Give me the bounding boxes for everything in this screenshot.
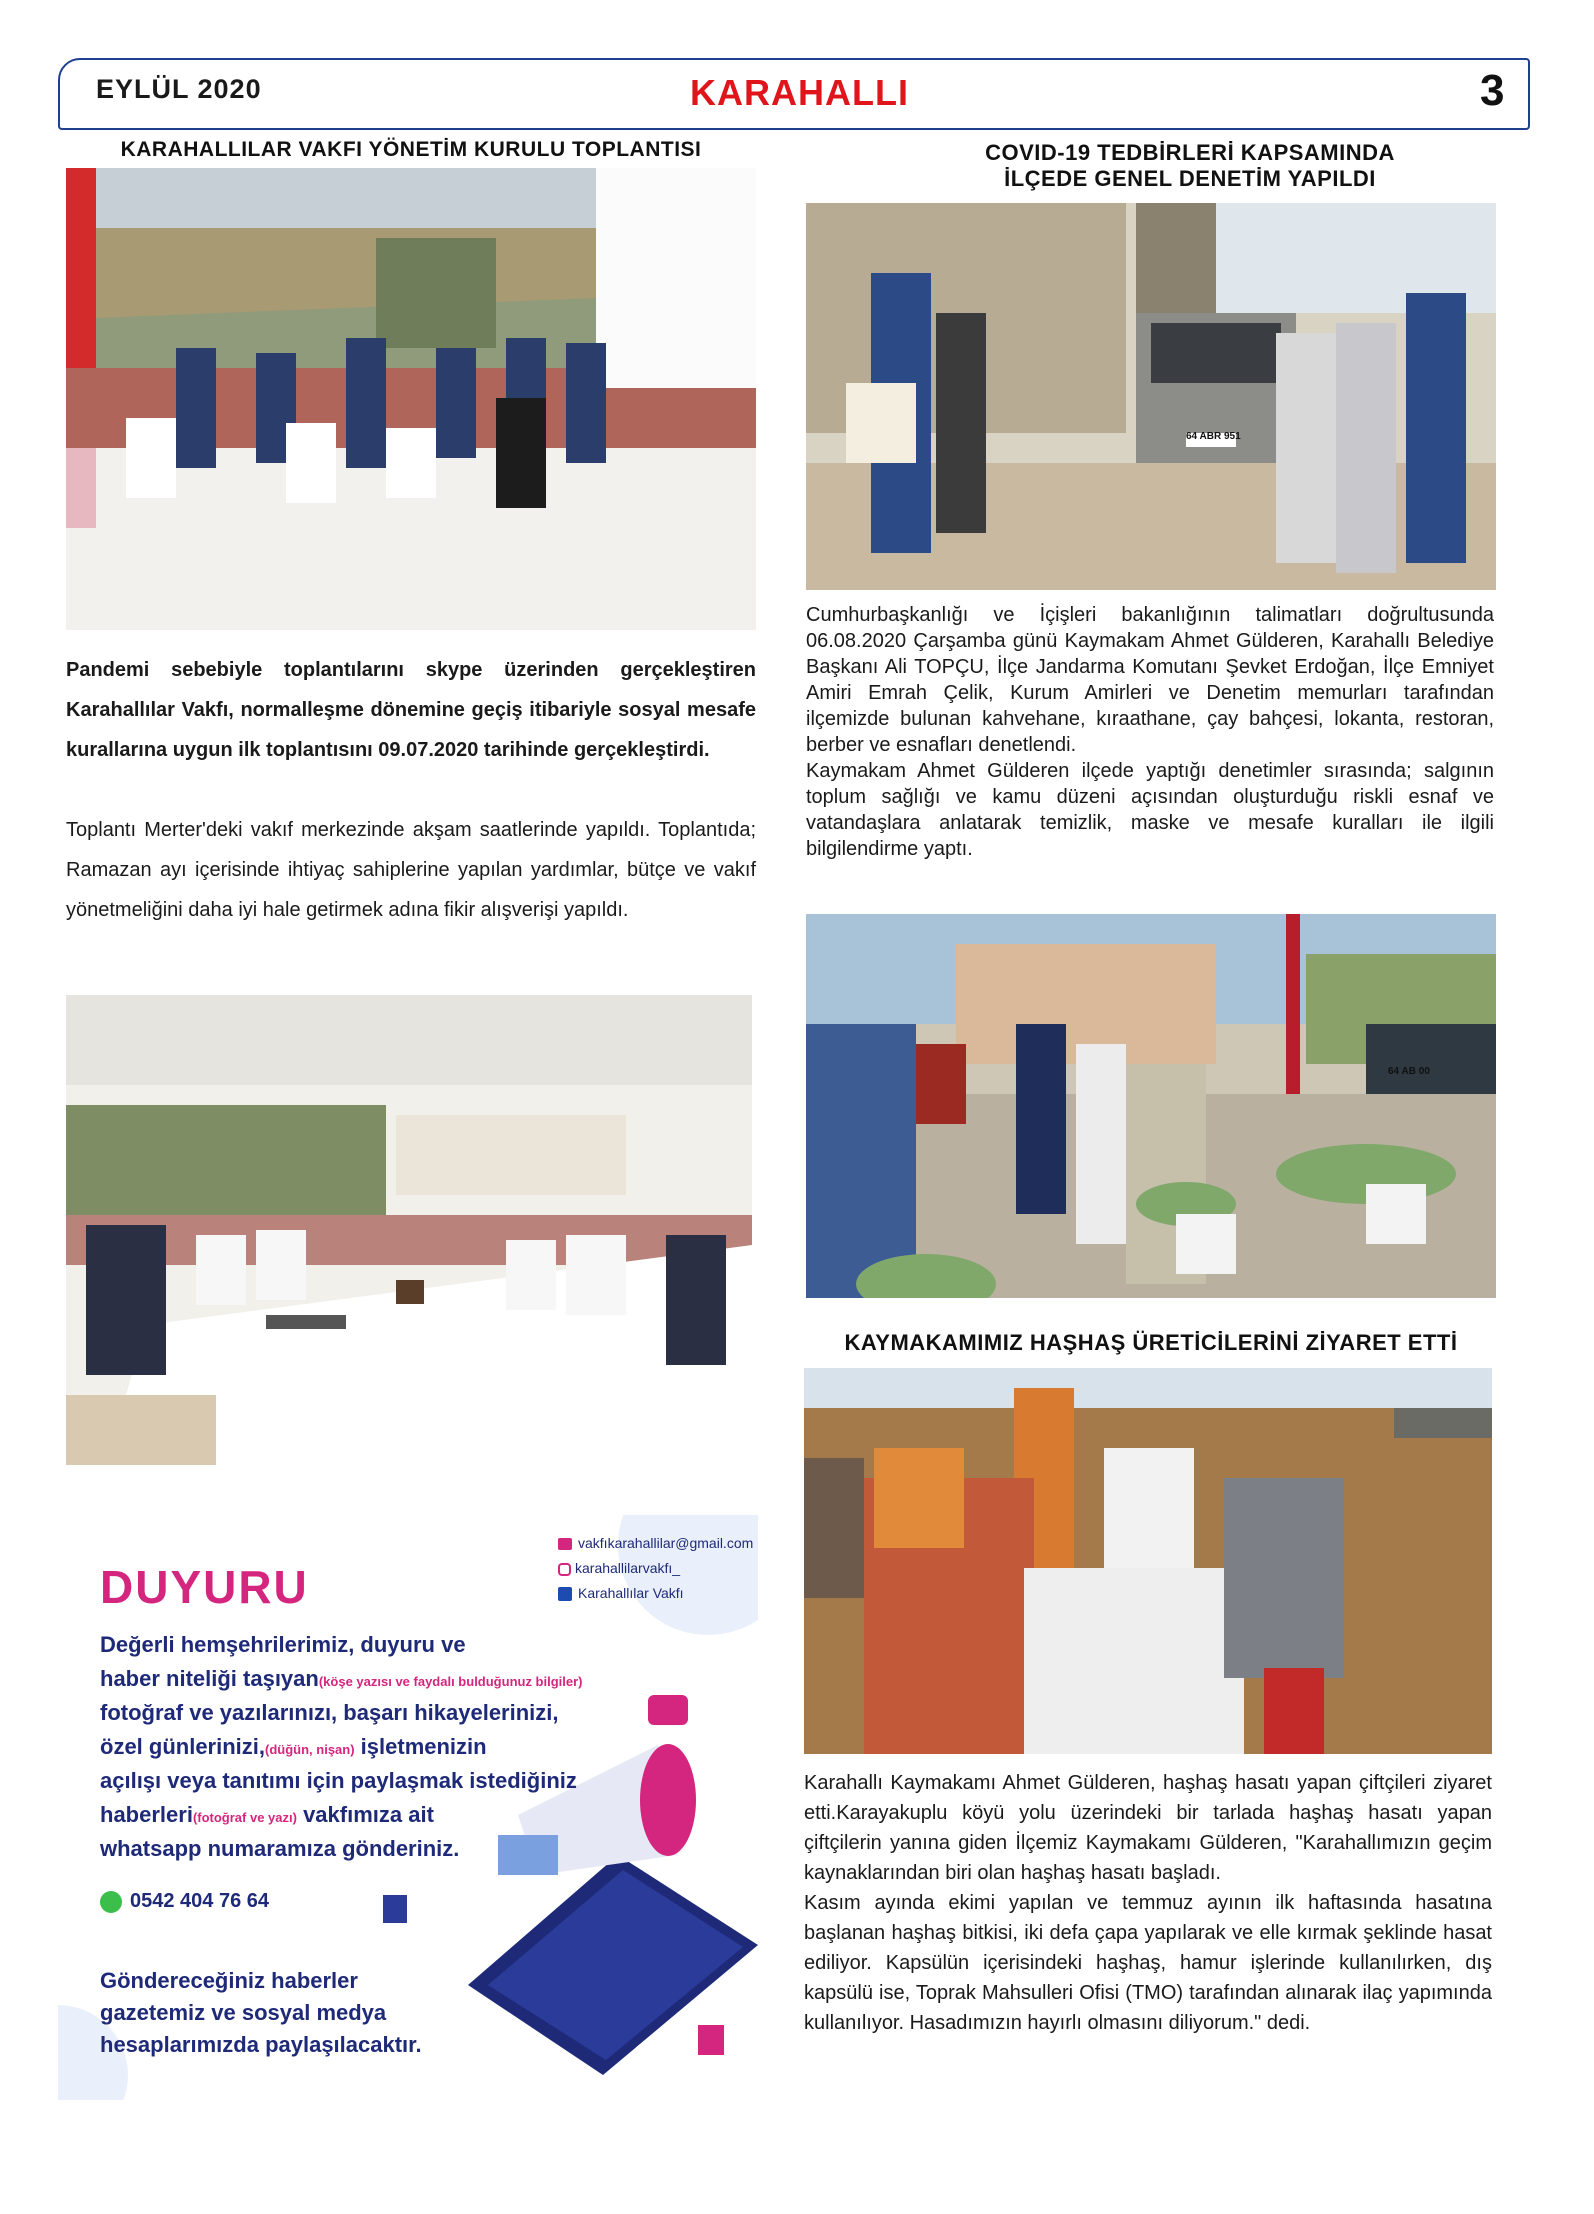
- license-plate-1: 64 ABR 951: [1186, 431, 1241, 442]
- facebook-line: [558, 1585, 684, 1601]
- whatsapp-number[interactable]: 0542 404 76 64: [130, 1890, 270, 1912]
- instagram-line: [558, 1560, 680, 1576]
- duyuru-line-4-note: (düğün, nişan): [265, 1742, 355, 1757]
- duyuru-line-6-main: haberleri: [100, 1802, 193, 1827]
- duyuru-line-6-end: vakfımıza ait: [296, 1802, 434, 1827]
- issue-date: EYLÜL 2020: [96, 74, 262, 104]
- duyuru-line-1: Değerli hemşehrilerimiz, duyuru ve: [100, 1632, 466, 1657]
- facebook-page[interactable]: Karahallılar Vakfı: [578, 1585, 684, 1601]
- duyuru-line-4-end: işletmenizin: [354, 1734, 487, 1759]
- duyuru-footer-2: gazetemiz ve sosyal medya: [100, 2000, 387, 2025]
- facebook-icon: [558, 1587, 572, 1601]
- poppy-harvest-photo: [804, 1368, 1492, 1754]
- meeting-photo-2: [66, 995, 752, 1465]
- covid-headline-1: COVID-19 TEDBİRLERİ KAPSAMINDA: [985, 140, 1395, 165]
- duyuru-line-3: fotoğraf ve yazılarınızı, başarı hikayelerinizi,: [100, 1700, 559, 1725]
- duyuru-line-4: [100, 1730, 660, 1764]
- email-address[interactable]: vakfıkarahallilar@gmail.com: [578, 1535, 754, 1551]
- duyuru-line-5: açılışı veya tanıtımı için paylaşmak istediğiniz: [100, 1768, 577, 1793]
- newspaper-title: KARAHALLI: [690, 72, 909, 113]
- covid-headline-2: İLÇEDE GENEL DENETİM YAPILDI: [1004, 166, 1376, 191]
- duyuru-line-2: [100, 1662, 660, 1696]
- covid-body: [806, 602, 1494, 862]
- instagram-handle[interactable]: karahallilarvakfı_: [575, 1560, 681, 1576]
- inspection-photo-2: [806, 914, 1496, 1298]
- hashas-paragraph-2: Kasım ayında ekimi yapılan ve temmuz ayının ilk haftasında hasatına başlanan haşhaş bitkisi, iki defa çapa yapılarak ve elle kırmak şeklinde hasat ediliyor. Kapsülün içerisindeki haşhaş, hamur işlerinde kullanılırken, dış kapsülü ise, Toprak Mahsulleri Ofisi (TMO) tarafından alınarak ilaç yapımında kullanılıyor. Hasadımızın hayırlı olmasını diliyorum." dedi.: [804, 1892, 1492, 2034]
- article-lead-vakif: Pandemi sebebiyle toplantılarını skype üzerinden gerçekleştiren Karahallılar Vakfı, normalleşme dönemine geçiş itibariyle sosyal mesafe kurallarına uygun ilk toplantısını 09.07.2020 tarihinde gerçekleştirdi.: [66, 659, 756, 761]
- duyuru-footer-1: Göndereceğiniz haberler: [100, 1968, 358, 1993]
- duyuru-line-7: whatsapp numaramıza gönderiniz.: [100, 1836, 460, 1861]
- duyuru-line-6: [100, 1798, 660, 1832]
- email-line: [558, 1535, 753, 1551]
- duyuru-line-4-main: özel günlerinizi,: [100, 1734, 266, 1759]
- inspection-photo-1: [806, 203, 1496, 590]
- duyuru-message: [100, 1628, 660, 1866]
- article-headline-vakif: KARAHALLILAR VAKFI YÖNETİM KURULU TOPLANTISI: [120, 138, 702, 161]
- meeting-photo-1: [66, 168, 756, 630]
- hashas-body: [804, 1768, 1492, 2038]
- hashas-paragraph-1: Karahallı Kaymakamı Ahmet Gülderen, haşhaş hasatı yapan çiftçileri ziyaret etti.Karayakuplu köyü yolu üzerindeki bir tarlada haşhaş hasatı yapan çiftçilerin yanına giden İlçemiz Kaymakamı Gülderen, "Karahallımızın geçim kaynaklarından biri olan haşhaş hasatı başladı.: [804, 1772, 1492, 1884]
- duyuru-line-6-note: (fotoğraf ve yazı): [192, 1810, 297, 1825]
- duyuru-line-2-main: haber niteliği taşıyan: [100, 1666, 319, 1691]
- duyuru-footer: [100, 1965, 500, 2061]
- whatsapp-line: [100, 1890, 269, 1913]
- instagram-icon: [558, 1563, 571, 1576]
- covid-paragraph-2: Kaymakam Ahmet Gülderen ilçede yaptığı denetimler sırasında; salgının toplum sağlığı ve kamu düzeni açısından oluşturduğu riskli esnaf ve vatandaşlara anlatarak temizlik, maske ve mesafe kuralları ile ilgili bilgilendirme yaptı.: [806, 760, 1494, 860]
- email-icon: [558, 1538, 572, 1550]
- license-plate-2: 64 AB 00: [1388, 1066, 1430, 1077]
- hashas-headline: KAYMAKAMIMIZ HAŞHAŞ ÜRETİCİLERİNİ ZİYARET ETTİ: [844, 1330, 1458, 1355]
- duyuru-line-2-note: (köşe yazısı ve faydalı bulduğunuz bilgiler): [318, 1674, 583, 1689]
- whatsapp-icon: [100, 1891, 122, 1913]
- duyuru-footer-3: hesaplarımızda paylaşılacaktır.: [100, 2032, 422, 2057]
- duyuru-title: DUYURU: [100, 1561, 309, 1613]
- page-number: 3: [1480, 66, 1505, 115]
- article-body-vakif: Toplantı Merter'deki vakıf merkezinde akşam saatlerinde yapıldı. Toplantıda; Ramazan ayı içerisinde ihtiyaç sahiplerine yapılan yardımlar, bütçe ve vakıf yönetmeliğini daha iyi hale getirmek adına fikir alışverişi yapıldı.: [66, 819, 756, 921]
- covid-paragraph-1: Cumhurbaşkanlığı ve İçişleri bakanlığının talimatları doğrultusunda 06.08.2020 Çarşamba günü Kaymakam Ahmet Gülderen, Karahallı Belediye Başkanı Ali TOPÇU, İlçe Jandarma Komutanı Şevket Erdoğan, İlçe Emniyet Amiri Emrah Çelik, Kurum Amirleri ve Denetim memurları tarafından ilçemizde bulunan kahvehane, kıraathane, çay bahçesi, lokanta, restoran, berber ve esnafları denetlendi.: [806, 604, 1494, 756]
